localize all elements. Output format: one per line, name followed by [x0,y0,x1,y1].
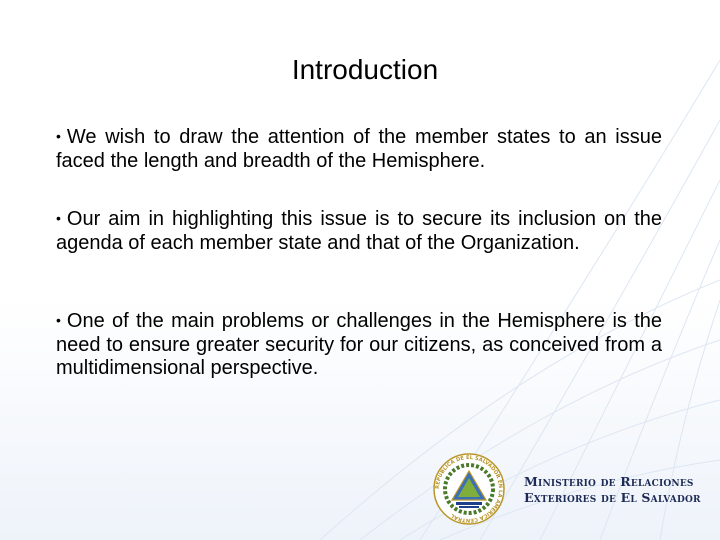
bullet-paragraph-3 [56,310,662,380]
paragraph-text: One of the main problems or challenges in the Hemisphere is the need to ensure greater security for our citizens, as conceived from a multidimensional perspective. [56,310,662,379]
paragraph-text: We wish to draw the attention of the member states to an issue faced the length and breadth of the Hemisphere. [56,126,662,172]
ministry-name-line-1: Ministerio de Relaciones [524,474,694,489]
bullet-paragraph-1 [56,126,662,173]
bullet-icon: • [56,128,61,144]
coat-of-arms-seal-icon [432,452,506,526]
bullet-paragraph-2 [56,208,662,255]
ministry-name [524,474,701,506]
bullet-icon: • [56,210,61,226]
bullet-icon: • [56,312,61,328]
ministry-name-line-2: Exteriores de El Salvador [524,490,701,505]
slide-title: Introduction [291,54,439,85]
ministry-logo [432,452,701,528]
paragraph-text: Our aim in highlighting this issue is to secure its inclusion on the agenda of each member state and that of the Organization. [56,208,662,254]
seal-text: REPUBLICA DE EL SALVADOR EN LA AMERICA CENTRAL [434,454,504,524]
